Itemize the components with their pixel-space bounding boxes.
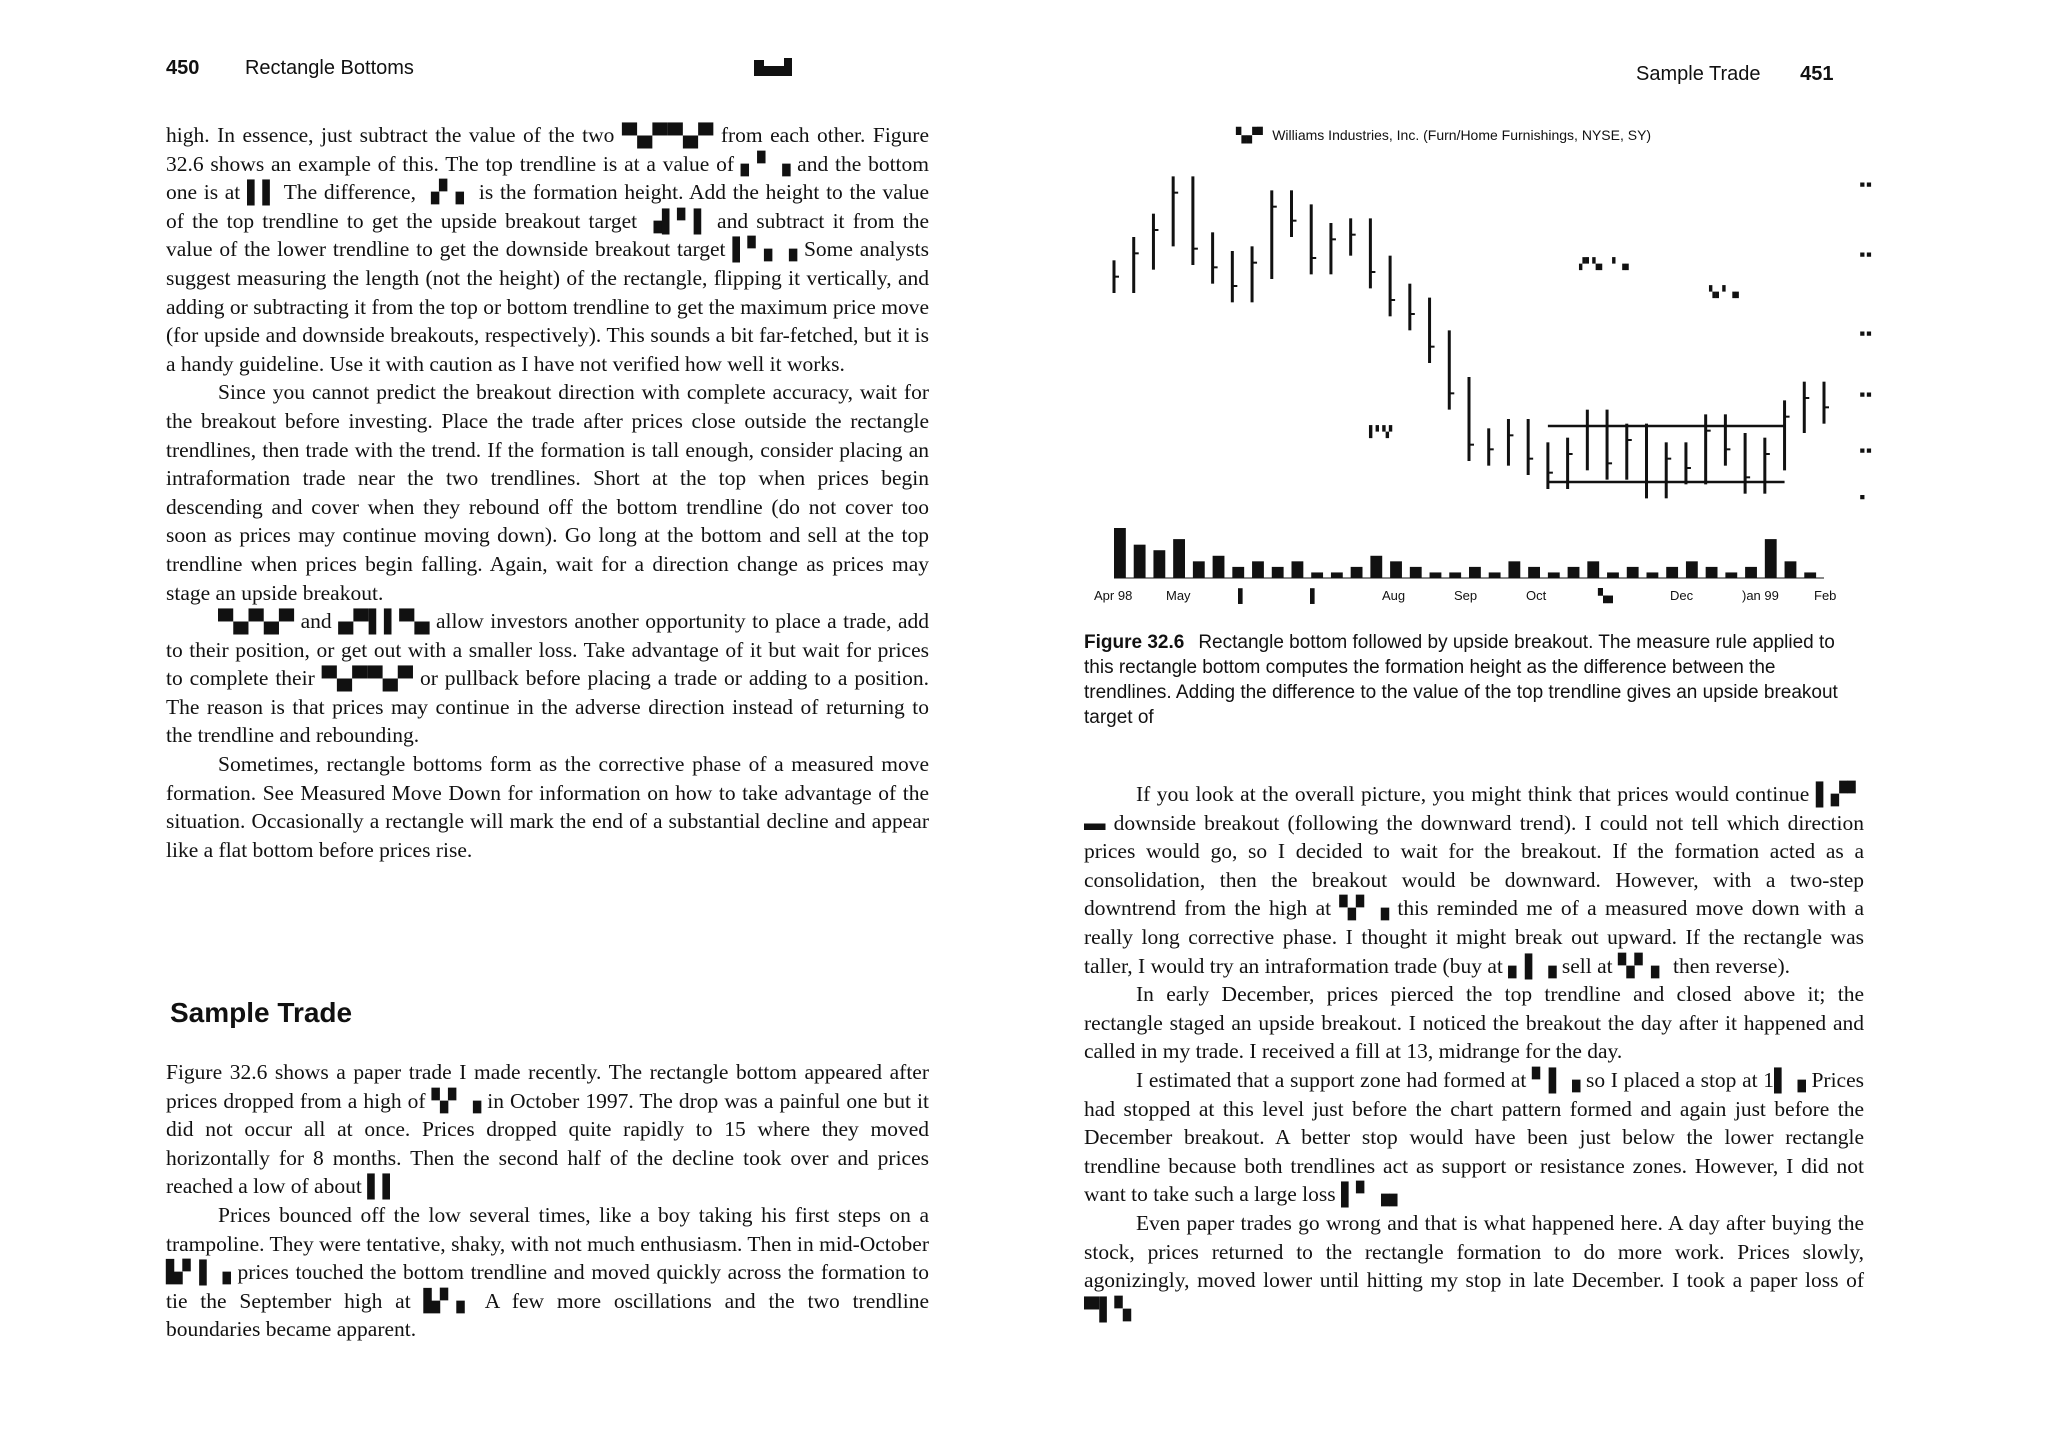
volume-bar — [1173, 539, 1185, 578]
volume-bar — [1725, 572, 1737, 578]
x-tick-label: Oct — [1526, 588, 1547, 603]
x-tick-label: Apr 98 — [1094, 588, 1133, 603]
volume-bar — [1706, 567, 1718, 578]
volume-bar — [1765, 539, 1777, 578]
section-body-text — [166, 1058, 929, 1344]
y-axis-labels — [1859, 177, 1872, 503]
volume-bar — [1272, 567, 1284, 578]
volume-bar — [1508, 561, 1520, 578]
paragraph: If you look at the overall picture, you might think that prices would continue ▌▞▘ ▬ downside breakout (following the downward trend). I could not tell which direction prices would go, so I decided to wait for the breakout. If the formation acted as a consolidation, then the breakout would be downward. However, with a two-step downtrend from the high at ▚▘▗ this reminded me of a measured move down with a really long corrective phase. I thought it might break out upward. If the rectangle was taller, I would try an intraformation trade (buy at ▖▌▗ sell at ▚▘▖ then reverse). — [1084, 782, 1864, 978]
volume-bar — [1232, 567, 1244, 578]
running-head: Sample Trade — [1636, 63, 1761, 85]
y-tick-label: ▪▪ — [1859, 177, 1873, 191]
x-tick-label: Sep — [1454, 588, 1478, 603]
chart-annotation: ▞▘▚▖ ▘▗▖ — [1579, 257, 1632, 271]
page-number: 451 — [1800, 63, 1834, 85]
volume-bar — [1331, 572, 1343, 578]
y-tick-label: ▪▪ — [1859, 326, 1873, 340]
volume-bar — [1252, 561, 1264, 578]
volume-bar — [1607, 572, 1619, 578]
volume-bar — [1390, 561, 1402, 578]
chart-title: ▚▞▘ Williams Industries, Inc. (Furn/Home Furnishings, NYSE, SY) — [1236, 127, 1652, 143]
volume-bar — [1134, 545, 1146, 578]
x-tick-label: Aug — [1382, 588, 1406, 603]
page-number: 450 — [166, 57, 200, 79]
volume-bar — [1627, 567, 1639, 578]
paragraph: high. In essence, just subtract the value of the two ▀▄▀▀▄▀ from each other. Figure 32.6 shows an example of this. The top trendline is at a value of ▖▘▗ and the bottom one is at ▌▌ The difference, ▗▘▖ is the formation height. Add the height to the value of the top trendline to get the upside breakout target ▗▌▘▌ and subtract it from the value of the lower trendline to get the downside breakout target ▌▘▖▗ Some analysts suggest measuring the length (not the height) of the rectangle, flipping it vertically, and adding or subtracting it from the top or bottom trendline to get the maximum price move (for upside and downside breakouts, respectively). This sounds a bit far-fetched, but it is a handy guideline. Use it with caution as I have not verified how well it works. — [166, 123, 929, 376]
volume-bar — [1114, 528, 1126, 578]
volume-bar — [1489, 572, 1501, 578]
volume-bar — [1430, 572, 1442, 578]
paragraph: Sometimes, rectangle bottoms form as the corrective phase of a measured move formation. See Measured Move Down for information on how to take advantage of the situation. Occasionally a rectangle will mark the end of a substantial decline and appear like a flat bottom before prices rise. — [166, 752, 929, 862]
price-chart — [1084, 150, 1884, 610]
chart-annotation: ▌▘▚▘ — [1369, 425, 1396, 439]
volume-bar — [1469, 567, 1481, 578]
volume-bar — [1213, 556, 1225, 578]
paragraph: Even paper trades go wrong and that is what happened here. A day after buying the stock, prices returned to the rectangle formation to do more work. Prices slowly, agonizingly, moved lower until hitting my stop in late December. I took a paper loss of ▀▌▚ — [1084, 1210, 1864, 1321]
volume-bar — [1785, 561, 1797, 578]
x-tick-label: Feb — [1814, 588, 1837, 603]
right-body-text — [1084, 780, 1864, 1323]
paragraph: Figure 32.6 shows a paper trade I made recently. The rectangle bottom appeared after prices dropped from a high of ▚▘▗ in October 1997. The drop was a painful one but it did not occur all at once. Prices dropped quite rapidly to 15 where they moved horizontally for 8 months. Then the second half of the decline took over and prices reached a low of about ▌▌ — [166, 1060, 929, 1199]
y-tick-label: ▪▪ — [1859, 247, 1873, 261]
volume-bar — [1193, 561, 1205, 578]
volume-bar — [1686, 561, 1698, 578]
volume-bar — [1745, 567, 1757, 578]
volume-bar — [1351, 567, 1363, 578]
y-tick-label: ▪▪ — [1859, 387, 1873, 401]
x-tick-label: Dec — [1670, 588, 1694, 603]
chart-annotation: ▚▖▘▗▖ — [1709, 285, 1743, 299]
volume-bar — [1292, 561, 1304, 578]
figure-label: Figure 32.6 — [1084, 632, 1185, 653]
volume-bar — [1410, 567, 1422, 578]
printer-mark-icon — [752, 56, 796, 80]
x-tick-label: ▚▖ — [1598, 588, 1618, 603]
paragraph: ▀▄▀▄▀ and ▄▀▌▌▀▄ allow investors another opportunity to place a trade, add to their position, or get out with a smaller loss. Take advantage of it but wait for prices to complete their ▀▄▀▀▄▀ or pullback before placing a trade or adding to a position. The reason is that prices may continue in the adverse direction instead of returning to the trendline and rebounding. — [166, 609, 929, 748]
figure-caption — [1084, 630, 1864, 730]
volume-bar — [1528, 567, 1540, 578]
volume-bar — [1449, 572, 1461, 578]
volume-bar — [1311, 572, 1323, 578]
x-tick-label: )an 99 — [1742, 588, 1779, 603]
left-body-text — [166, 121, 929, 864]
volume-bar — [1153, 550, 1165, 578]
figure-caption-text: Rectangle bottom followed by upside breakout. The measure rule applied to this rectangle bottom computes the formation height as the difference between the trendlines. Adding the difference to the value of the top trendline gives an upside breakout target of — [1084, 632, 1838, 728]
section-heading: Sample Trade — [170, 997, 353, 1028]
chart-annotations — [1368, 256, 1742, 438]
volume-bar — [1666, 567, 1678, 578]
paragraph: Prices bounced off the low several times, like a boy taking his first steps on a trampoline. They were tentative, shaky, with not much enthusiasm. Then in mid-October ▙▘▌▗ prices touched the bottom trendline and moved quickly across the formation to tie the September high at ▙▘▖ A few more oscillations and the two trendline boundaries became apparent. — [166, 1202, 929, 1342]
y-tick-label: ▪▪ — [1859, 443, 1873, 457]
running-head: Rectangle Bottoms — [244, 57, 414, 79]
running-header-right — [1636, 63, 1833, 86]
y-tick-label: ▪ — [1859, 490, 1866, 503]
paragraph: In early December, prices pierced the top trendline and closed above it; the rectangle staged an upside breakout. I noticed the breakout the day after it happened and called in my trade. I received a fill at 13, midrange for the day. — [1084, 982, 1864, 1064]
volume-bar — [1548, 572, 1560, 578]
volume-bars — [1114, 528, 1824, 578]
paragraph: Since you cannot predict the breakout direction with complete accuracy, wait for the breakout before investing. Place the trade after prices close outside the rectangle trendlines, then trade with the trend. If the formation is tall enough, consider placing an intraformation trade near the two trendlines. Short at the top when prices begin descending and cover when they rebound off the bottom trendline (do not cover too soon as prices may continue moving down). Go long at the bottom and sell at the top trendline when prices begin falling. Again, wait for a direction change as prices may stage an upside breakout. — [166, 380, 929, 605]
running-header-left — [166, 57, 414, 80]
volume-bar — [1568, 567, 1580, 578]
x-tick-label: ▌ — [1310, 588, 1320, 603]
volume-bar — [1647, 572, 1659, 578]
volume-bar — [1370, 556, 1382, 578]
price-bars — [1114, 176, 1829, 498]
right-page — [1024, 0, 2048, 1448]
volume-bar — [1804, 572, 1816, 578]
paragraph: I estimated that a support zone had formed at ▘▌▗ so I placed a stop at 1▌▗ Prices had stopped at this level just before the chart pattern formed and again just before the December breakout. A better stop would have been just below the lower rectangle trendline because both trendlines act as support or resistance zones. However, I did not want to take such a large loss ▌▘▗▖ — [1084, 1067, 1864, 1207]
x-tick-label: May — [1166, 588, 1191, 603]
x-axis-labels — [1094, 587, 1836, 604]
volume-bar — [1587, 561, 1599, 578]
x-tick-label: ▌ — [1238, 588, 1248, 603]
